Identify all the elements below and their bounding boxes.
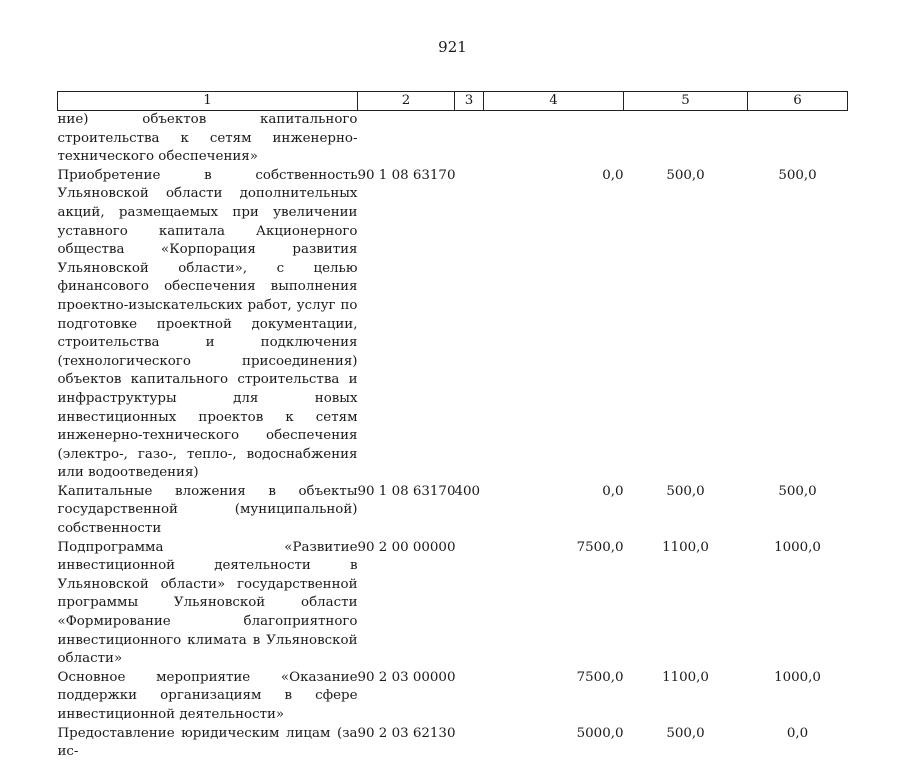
row-value-5: 500,0: [666, 167, 705, 183]
row-name: Подпрограмма «Развитие инвестиционной деятельности в Ульяновской области» государственной программы Ульяновской области «Формирование благоприятного инвестиционного климата в Ульяновской области»: [57, 539, 358, 667]
row-expense-type: [455, 167, 484, 483]
row-value-5: 500,0: [666, 483, 705, 499]
row-value-6: [748, 111, 848, 167]
row-expense-type: 400: [454, 483, 481, 499]
row-value-6: 0,0: [786, 725, 809, 741]
row-expense-type: [455, 539, 484, 669]
page-number: 921: [438, 38, 467, 56]
row-code: 90 2 03 00000: [357, 669, 456, 685]
table-row: [58, 483, 848, 539]
row-value-6: 500,0: [778, 483, 817, 499]
row-expense-type: [455, 725, 484, 762]
row-value-6: 1000,0: [774, 539, 821, 555]
column-header: 1: [58, 92, 358, 111]
row-value-4: [484, 111, 624, 167]
table-row: [58, 167, 848, 483]
row-name: Капитальные вложения в объекты государственной (муниципальной) собственности: [57, 483, 358, 537]
row-name: ние) объектов капитального строительства к сетям инженерно-технического обеспечения»: [57, 112, 358, 165]
row-expense-type: [455, 669, 484, 725]
row-name: Приобретение в собственность Ульяновской области дополнительных акций, размещаемых при увеличении уставного капитала Акционерного общества «Корпорация развития Ульяновской области», с целью финансового обеспечения выполнения проектно-изыскательских работ, услуг по подготовке проектной документации, строительства и подключения (технологического присоединения) объектов капитального строительства и инфраструктуры для новых инвестиционных проектов к сетям инженерно-технического обеспечения (электро-, газо-, тепло-, водоснабжения или водоотведения): [57, 167, 358, 481]
row-code: 90 2 03 62130: [357, 725, 456, 741]
row-name: Основное мероприятие «Оказание поддержки организациям в сфере инвестиционной деятельности»: [57, 669, 358, 722]
row-value-5: [624, 111, 748, 167]
row-value-5: 1100,0: [662, 669, 709, 685]
row-name: Предоставление юридическим лицам (за ис-: [57, 725, 358, 760]
column-header: 3: [455, 92, 484, 111]
row-code: 90 2 00 00000: [357, 539, 456, 555]
row-value-4: 0,0: [602, 483, 624, 499]
row-expense-type: [455, 111, 484, 167]
table-row: [58, 539, 848, 669]
column-header: 4: [484, 92, 624, 111]
row-value-4: 7500,0: [576, 669, 624, 685]
table-row: [58, 669, 848, 725]
column-header: 5: [624, 92, 748, 111]
column-header: 2: [358, 92, 455, 111]
row-value-4: 5000,0: [576, 725, 624, 741]
row-code: 90 1 08 63170: [357, 167, 456, 183]
row-value-4: 7500,0: [576, 539, 624, 555]
table-row: [58, 725, 848, 762]
row-value-6: 1000,0: [774, 669, 821, 685]
row-code: 90 1 08 63170: [357, 483, 456, 499]
budget-table: [57, 91, 848, 762]
row-value-5: 1100,0: [662, 539, 709, 555]
row-value-4: 0,0: [602, 167, 624, 183]
table-row: [58, 111, 848, 167]
table-header-row: [58, 92, 848, 111]
column-header: 6: [748, 92, 848, 111]
row-value-5: 500,0: [666, 725, 705, 741]
row-code: [358, 111, 455, 167]
row-value-6: 500,0: [778, 167, 817, 183]
